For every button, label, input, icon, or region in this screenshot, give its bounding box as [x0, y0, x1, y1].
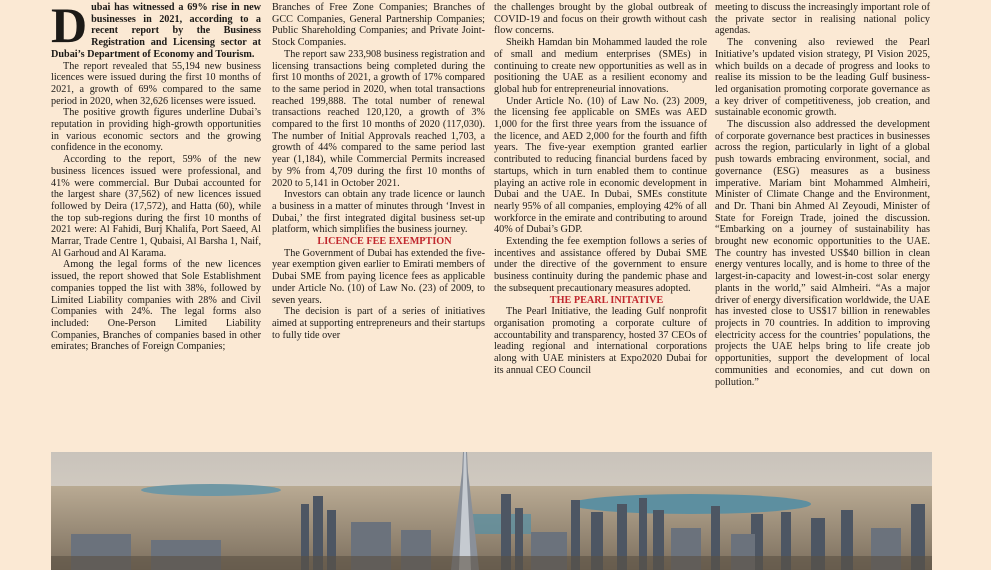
article-column-4	[715, 2, 930, 388]
drop-cap: D	[51, 0, 88, 53]
paragraph: The decision is part of a series of initiatives aimed at supporting entrepreneurs and their startups to fully tide over	[272, 306, 485, 341]
article-column-3	[494, 2, 707, 377]
paragraph: Branches of Free Zone Companies; Branches of GCC Companies, General Partnership Companies; Public Shareholding Companies; and Private Joint-Stock Companies.	[272, 2, 485, 49]
section-heading-pearl-initiative: THE PEARL INITATIVE	[549, 294, 664, 306]
section-heading-licence-fee: LICENCE FEE EXEMPTION	[317, 236, 452, 248]
paragraph: The report revealed that 55,194 new business licences were issued during the first 10 months of 2021, a growth of 69% compared to the same period in 2020, when 32,626 licenses were issued.	[51, 60, 261, 107]
paragraph: Investors can obtain any trade licence or launch a business in a matter of minutes through ‘Invest in Dubai,’ the first integrated digital business set-up platform, which simplifies the business journey.	[272, 189, 485, 236]
lead-paragraph	[51, 2, 261, 61]
paragraph: The positive growth figures underline Dubai’s reputation in providing high-growth opportunities in various economic sectors and the growing confidence in the economy.	[51, 107, 261, 154]
paragraph: According to the report, 59% of the new business licences issued were professional, and 41% were commercial. Bur Dubai accounted for the largest share (37,562) of new licences issued followed by Deira (17,572), and Hatta (60), while the top sub-regions during the first 10 months of 2021 were: Al Fahidi, Burj Khalifa, Port Saeed, Al Marrar, Trade Centre 1, Qubaisi, Al Barsha 1, Naif, Al Garhoud and Al Karama.	[51, 154, 261, 259]
paragraph: Extending the fee exemption follows a series of incentives and assistance offered by Dubai SME under the directive of the government to ensure business continuity during the pandemic phase and the subsequent precautionary measures adopted.	[494, 236, 707, 294]
paragraph: The Government of Dubai has extended the five-year exemption given earlier to Emirati members of Dubai SME from paying licence fees as applicable under Article No. (10) of Law No. (23) of 2009, to seven years.	[272, 247, 485, 306]
paragraph: The report saw 233,908 business registration and licensing transactions being completed during the first 10 months of 2021, a growth of 17% compared to the same period in 2020, when total transactions reached 199,888. The total number of renewal transactions reached 120,120, a growth of 3% compared to the first 10 months of 2020 (117,030). The number of Initial Approvals reached 1,703, a growth of 44% compared to the same period last year (1,184), while Commercial Permits increased by 9% from 4,709 during the first 10 months of 2020 to 5,141 in October 2021.	[272, 48, 485, 189]
article-column-2	[272, 2, 485, 341]
paragraph: the challenges brought by the global outbreak of COVID-19 and focus on their growth without cash flow concerns.	[494, 2, 707, 37]
lead-text: ubai has witnessed a 69% rise in new businesses in 2021, according to a recent report by the Business Registration and Licensing sector at Dubai’s Department of Economy and Tourism.	[51, 2, 261, 60]
paragraph: Among the legal forms of the new licences issued, the report showed that Sole Establishment companies topped the list with 38%, followed by Limited Liability companies with 28% and Civil Companies with 24%. The legal forms also included: One-Person Limited Liability Companies, Branches of companies based in other emirates; Branches of Foreign Companies;	[51, 259, 261, 353]
paragraph: Sheikh Hamdan bin Mohammed lauded the role of small and medium enterprises (SMEs) in continuing to create new opportunities as well as in positioning the UAE as a resilient economy and global hub for entrepreneurial innovations.	[494, 37, 707, 95]
dubai-skyline-photo	[51, 452, 932, 570]
article-column-1	[51, 2, 261, 353]
paragraph: The Pearl Initiative, the leading Gulf nonprofit organisation promoting a corporate culture of accountability and transparency, hosted 37 CEOs of leading regional and international corporations along with UAE ministers at Expo2020 Dubai for its annual CEO Council	[494, 306, 707, 376]
paragraph: The convening also reviewed the Pearl Initiative’s updated vision strategy, PI Vision 2025, which builds on a decade of progress and looks to realise its mission to be the leading Gulf business-led organisation promoting corporate governance as a key driver of competitiveness, job creation, and sustainable economic growth.	[715, 37, 930, 119]
paragraph: meeting to discuss the increasingly important role of the private sector in realising national policy agendas.	[715, 2, 930, 37]
paragraph: The discussion also addressed the development of corporate governance best practices in businesses across the region, particularly in light of a global push towards embracing environment, social, and governance (ESG) measures as a business imperative. Mariam bint Mohammed Almheiri, Minister of Climate Change and the Environment, and Dr. Thani bin Ahmed Al Zeyoudi, Minister of State for Foreign Trade, joined the discussion. “Embarking on a journey of sustainability has brought new economic opportunities to the UAE. The country has invested US$40 billion in clean energy ventures locally, and is home to three of the largest-in-capacity and lowest-in-cost solar energy plants in the world,” said Almheiri. “As a major driver of energy diversification worldwide, the UAE has invested close to US$17 billion in renewables projects in 70 countries. In addition to improving electricity access for the countries’ populations, the projects the UAE helps bring to life create job opportunities, support the development of local communities and economies, and cut down on pollution.”	[715, 119, 930, 388]
paragraph: Under Article No. (10) of Law No. (23) 2009, the licensing fee applicable on SMEs was AED 1,000 for the first three years from the issuance of the licence, and AED 2,000 for the fourth and fifth years. The five-year exemption granted earlier contributed to reducing financial burdens faced by startups, which in turn enabled them to continue playing an active role in economic development in Dubai and the UAE. In Dubai, SMEs constitute nearly 95% of all companies, employing 42% of all workforce in the emirate and contributing to around 40% of Dubai’s GDP.	[494, 95, 707, 236]
